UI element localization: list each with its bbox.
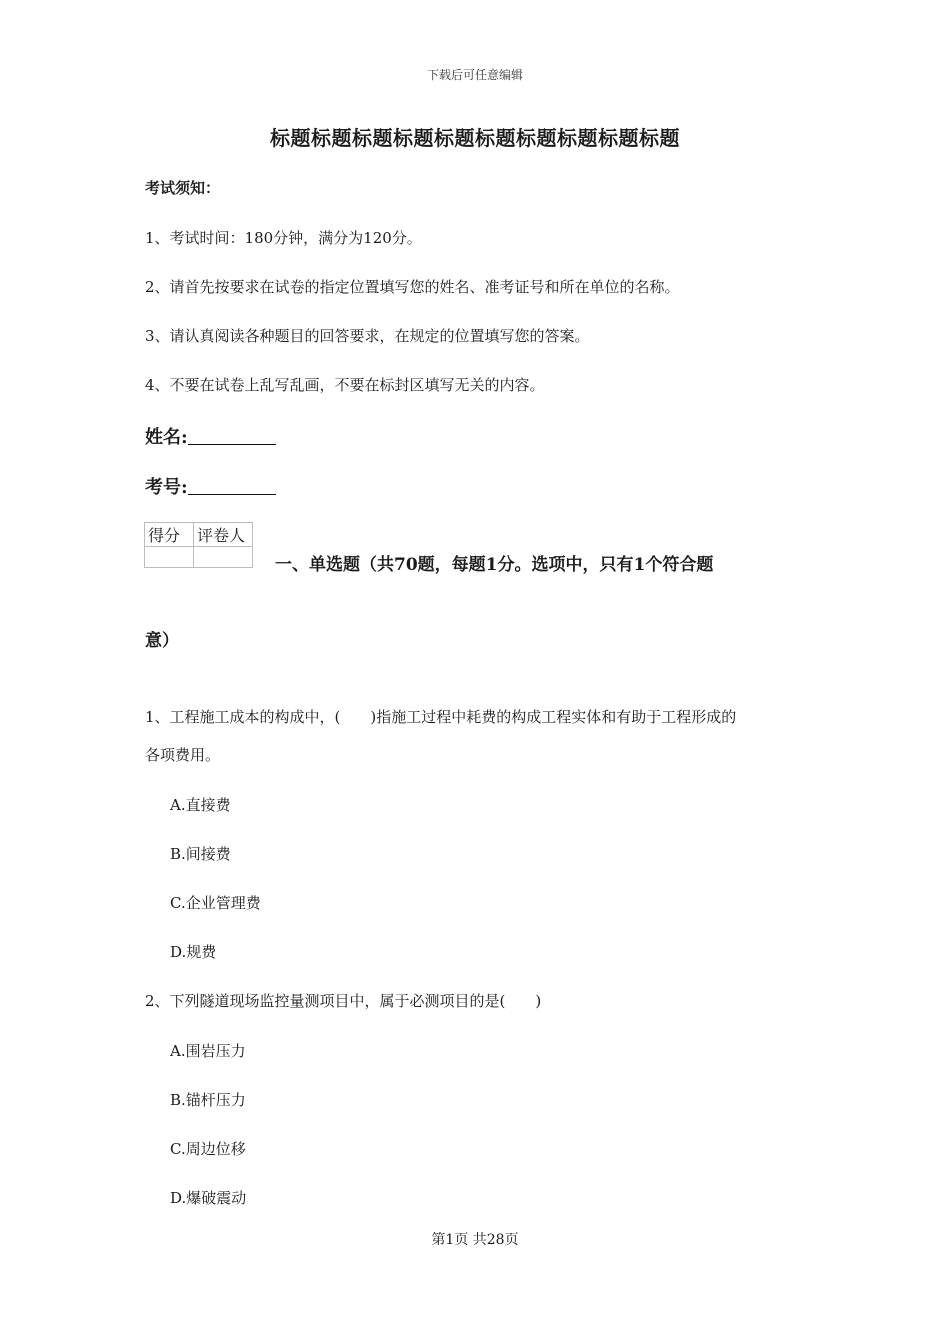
question-2-option-a: A.围岩压力 xyxy=(170,1042,246,1060)
notice-item: 4、不要在试卷上乱写乱画，不要在标封区填写无关的内容。 xyxy=(145,376,545,394)
exam-number-field xyxy=(145,473,276,499)
question-1-option-b: B.间接费 xyxy=(170,845,231,863)
question-2-option-d: D.爆破震动 xyxy=(170,1189,247,1207)
page-footer: 第1页 共28页 xyxy=(431,1232,519,1248)
name-blank[interactable] xyxy=(188,426,276,445)
notice-heading: 考试须知： xyxy=(145,179,221,197)
score-cell[interactable] xyxy=(145,547,194,568)
question-1-option-a: A.直接费 xyxy=(170,796,231,814)
question-2-text: 2、下列隧道现场监控量测项目中，属于必测项目的是( ) xyxy=(145,992,542,1010)
score-header: 得分 xyxy=(145,523,194,547)
question-2-option-c: C.周边位移 xyxy=(170,1140,246,1158)
exam-number-blank[interactable] xyxy=(188,476,276,495)
exam-number-label: 考号: xyxy=(145,477,188,498)
name-label: 姓名: xyxy=(145,427,188,448)
question-1-text: 1、工程施工成本的构成中，( )指施工过程中耗费的构成工程实体和有助于工程形成的 xyxy=(145,708,737,726)
question-1-text-cont: 各项费用。 xyxy=(145,746,221,764)
question-2-option-b: B.锚杆压力 xyxy=(170,1091,246,1109)
question-1-option-c: C.企业管理费 xyxy=(170,894,261,912)
notice-item: 3、请认真阅读各种题目的回答要求，在规定的位置填写您的答案。 xyxy=(145,327,590,345)
section-title-continuation: 意） xyxy=(145,631,179,651)
notice-item: 2、请首先按要求在试卷的指定位置填写您的姓名、准考证号和所在单位的名称。 xyxy=(145,278,680,296)
name-field xyxy=(145,423,276,449)
grader-header: 评卷人 xyxy=(194,523,253,547)
notice-item: 1、考试时间：180分钟，满分为120分。 xyxy=(145,229,422,247)
document-title: 标题标题标题标题标题标题标题标题标题标题 xyxy=(270,126,680,150)
grader-cell[interactable] xyxy=(194,547,253,568)
question-1-option-d: D.规费 xyxy=(170,943,217,961)
score-table xyxy=(144,522,253,568)
section-title: 一、单选题（共70题，每题1分。选项中，只有1个符合题 xyxy=(275,555,714,575)
header-note: 下载后可任意编辑 xyxy=(426,68,523,82)
